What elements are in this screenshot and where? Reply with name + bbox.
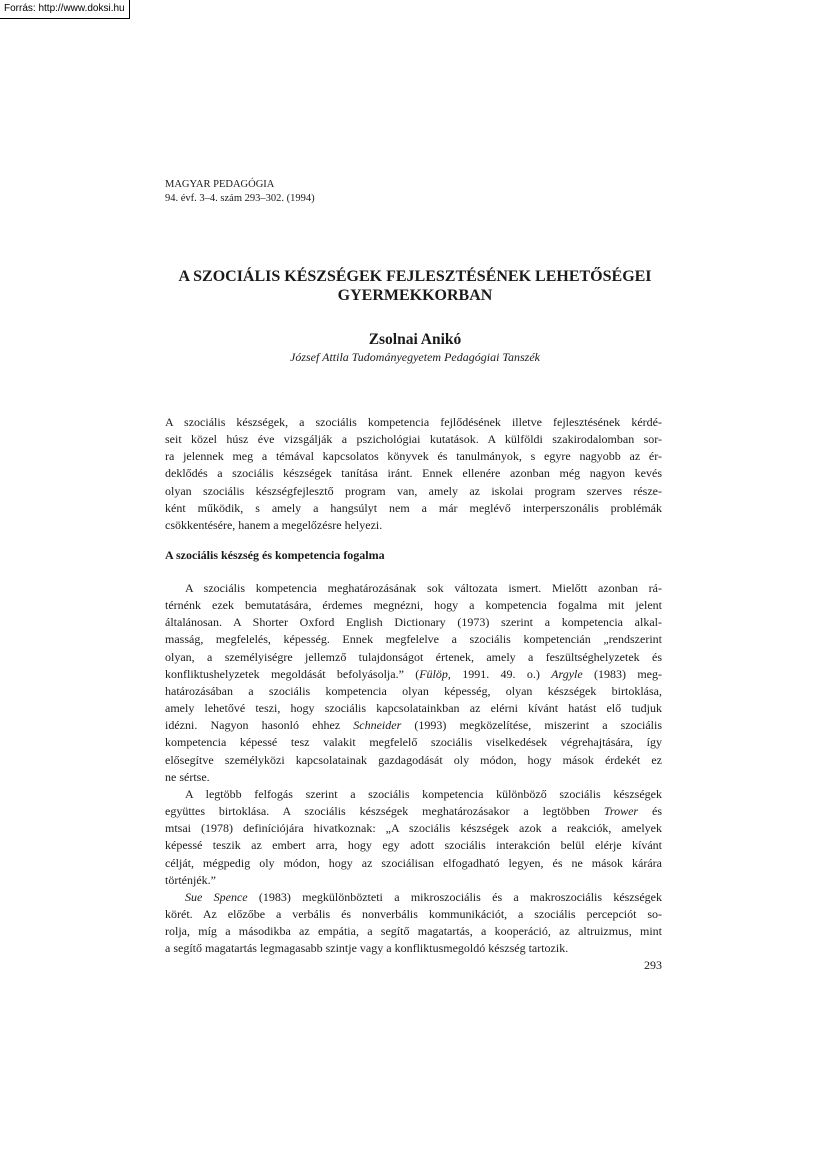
citation-author: Argyle — [551, 666, 583, 681]
body-line — [165, 717, 662, 734]
body-text-run: (1983) meg- — [582, 666, 663, 681]
body-text-run: , 1991. 49. o.) — [447, 666, 552, 681]
author-name: Zsolnai Anikó — [368, 331, 462, 348]
journal-info — [165, 178, 315, 206]
section-heading: A szociális készség és kompetencia fogalma — [165, 548, 385, 562]
body-line: a segítő magatartás legmagasabb szintje vagy a konfliktusmegoldó készség tartozik. — [165, 941, 569, 956]
body-text — [165, 580, 662, 957]
body-text-run: (1993) megközelítése, miszerint a szociális — [401, 718, 663, 733]
citation-author: Schneider — [353, 718, 402, 733]
page-number: 293 — [644, 958, 662, 972]
abstract-line: ként működik, s amely a hangsúlyt nem a már meglévő interperszonális problémák — [165, 500, 662, 515]
body-line: olyan, a személyiségre jellemző tulajdonságot értenek, amely a feszültséghelyzetek és — [165, 649, 662, 664]
body-line: célját, mégpedig oly módon, hogy az szociálisan elfogadható legyen, és ne mások kárára — [165, 855, 662, 870]
abstract-line: ra jelennek meg a témával kapcsolatos könyvek és tanulmányok, s egyre nagyobb az ér- — [165, 449, 662, 464]
body-line: A legtöbb felfogás szerint a szociális kompetencia különböző szociális készségek — [185, 786, 662, 801]
body-line: masság, megfelelés, képesség. Ennek megfelelve a szociális kompetencián „rendszerint — [165, 632, 662, 647]
abstract-line: csökkentésére, hanem a megelőzésre helyezi. — [165, 517, 383, 532]
body-line — [165, 803, 662, 820]
body-line: mtsai (1978) definíciójára hivatkoznak: „A szociális készségek azok a reakciók, amelyek — [165, 821, 662, 836]
body-line: körét. Az előzőbe a verbális és nonverbális kommunikációt, a szociális percepciót so- — [165, 906, 662, 921]
title-line: GYERMEKKORBAN — [337, 287, 493, 304]
body-line: kompetencia képessé tesz valakit megfelelő szociális viselkedések végrehajtására, így — [165, 735, 662, 750]
body-line: általánosan. A Shorter Oxford English Dictionary (1973) szerint a kompetencia alkal- — [165, 615, 662, 630]
body-line: történjék.” — [165, 872, 216, 887]
body-line: rolja, míg a másodikba az empátia, a segítő magatartás, a kooperáció, az altruizmus, mint — [165, 924, 662, 939]
body-line — [165, 889, 662, 906]
citation-author: Trower — [603, 804, 639, 819]
body-line: A szociális kompetencia meghatározásának sok változata ismert. Mielőtt azonban rá- — [185, 581, 662, 595]
source-tag: Forrás: http://www.doksi.hu — [0, 0, 130, 19]
citation-author: Sue Spence — [185, 889, 248, 904]
abstract-line: olyan szociális készségfejlesztő program van, amely az iskolai program szerves része- — [165, 483, 662, 498]
abstract-line: deklődés a szociális készségek tanítása iránt. Ennek ellenére azonban még nagyon kevés — [165, 466, 662, 481]
body-line: határozásában a szociális kompetencia olyan képesség, olyan készségek birtoklása, — [165, 683, 662, 698]
title-line: A SZOCIÁLIS KÉSZSÉGEK FEJLESZTÉSÉNEK LEHETŐSÉGEI — [178, 268, 652, 285]
abstract-line: seit közel húsz éve vizsgálják a pszichológiai kutatások. A külföldi szakirodalomban sor- — [165, 432, 662, 447]
body-line: képessé teszik az embert arra, hogy egy adott szociális interakción belül elérje kívánt — [165, 838, 662, 853]
body-text-run: és — [638, 804, 662, 819]
journal-name: MAGYAR PEDAGÓGIA — [165, 179, 275, 190]
body-line: elősegítve személyközi kapcsolatainak gazdagodását oly módon, hogy mások érdekét ez — [165, 752, 662, 767]
body-text-run: együttes birtoklása. A szociális készségek meghatározásakor a legtöbben — [165, 804, 604, 819]
citation-author: Fülöp — [419, 666, 448, 681]
article-title — [150, 267, 680, 305]
body-line — [165, 666, 662, 683]
body-line: ne sértse. — [165, 769, 210, 784]
body-line: térnénk ezek bemutatására, érdemes megnézni, hogy a kompetencia fogalma mit jelent — [165, 598, 662, 613]
body-line: amely lehetővé teszi, hogy szociális kapcsolatainkban az elérni kívánt hatást elő tudjuk — [165, 701, 662, 716]
body-text-run: konfliktushelyzetek megoldását befolyásolja.” ( — [165, 666, 420, 681]
abstract — [165, 414, 662, 534]
body-text-run: (1983) megkülönbözteti a mikroszociális és a makroszociális készségek — [247, 889, 662, 904]
journal-issue: 94. évf. 3–4. szám 293–302. (1994) — [165, 193, 315, 204]
body-text-run: idézni. Nagyon hasonló ehhez — [165, 718, 354, 733]
author-affiliation: József Attila Tudományegyetem Pedagógiai Tanszék — [290, 350, 540, 364]
abstract-line: A szociális készségek, a szociális kompetencia fejlődésének illetve fejlesztésének kérdé- — [165, 415, 662, 429]
